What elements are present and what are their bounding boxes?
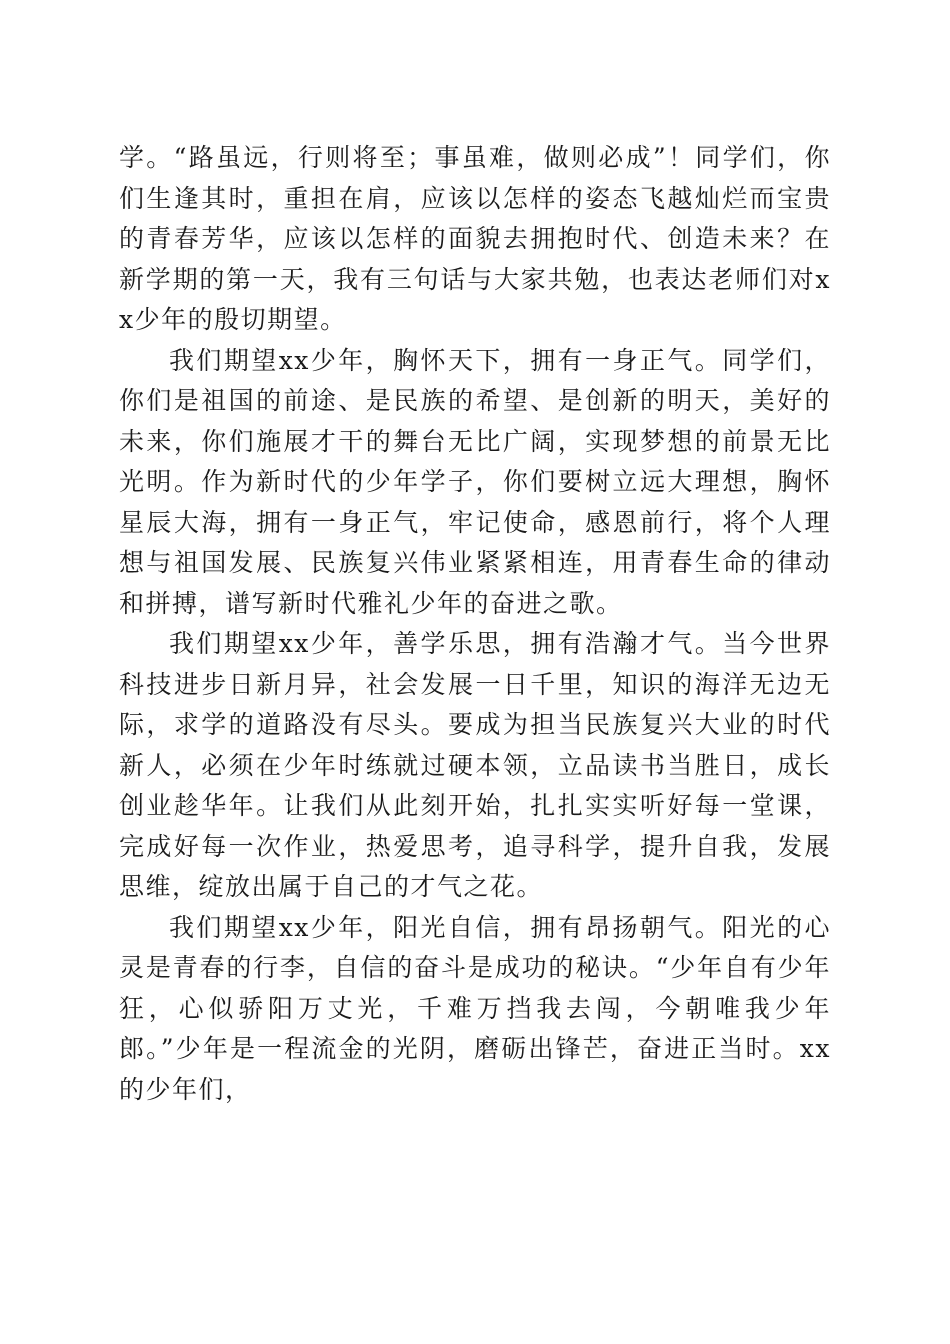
paragraph-continuation: 学。“路虽远，行则将至；事虽难，做则必成”！同学们，你们生逢其时，重担在肩，应该以怎样的姿态飞越灿烂而宝贵的青春芳华，应该以怎样的面貌去拥抱时代、创造未来？在新学期的第一天，我有三句话与大家共勉，也表达老师们对xx少年的殷切期望。 [119,143,831,334]
document-page [119,138,831,1110]
paragraph-learning-talent: 我们期望xx少年，善学乐思，拥有浩瀚才气。当今世界科技进步日新月异，社会发展一日千里，知识的海洋无边无际，求学的道路没有尽头。要成为担当民族复兴大业的时代新人，必须在少年时练就过硬本领，立品读书当胜日，成长创业趁华年。让我们从此刻开始，扎扎实实听好每一堂课，完成好每一次作业，热爱思考，追寻科学，提升自我，发展思维，绽放出属于自己的才气之花。 [119,629,831,901]
paragraph-upright-spirit: 我们期望xx少年，胸怀天下，拥有一身正气。同学们，你们是祖国的前途、是民族的希望、是创新的明天，美好的未来，你们施展才干的舞台无比广阔，实现梦想的前景无比光明。作为新时代的少年学子，你们要树立远大理想，胸怀星辰大海，拥有一身正气，牢记使命，感恩前行，将个人理想与祖国发展、民族复兴伟业紧紧相连，用青春生命的律动和拼搏，谱写新时代雅礼少年的奋进之歌。 [119,345,831,618]
paragraph-sunny-confidence: 我们期望xx少年，阳光自信，拥有昂扬朝气。阳光的心灵是青春的行李，自信的奋斗是成功的秘诀。“少年自有少年狂，心似骄阳万丈光，千难万挡我去闯，今朝唯我少年郎。”少年是一程流金的光阴，磨砺出锋芒，奋进正当时。xx的少年们， [119,912,831,1104]
